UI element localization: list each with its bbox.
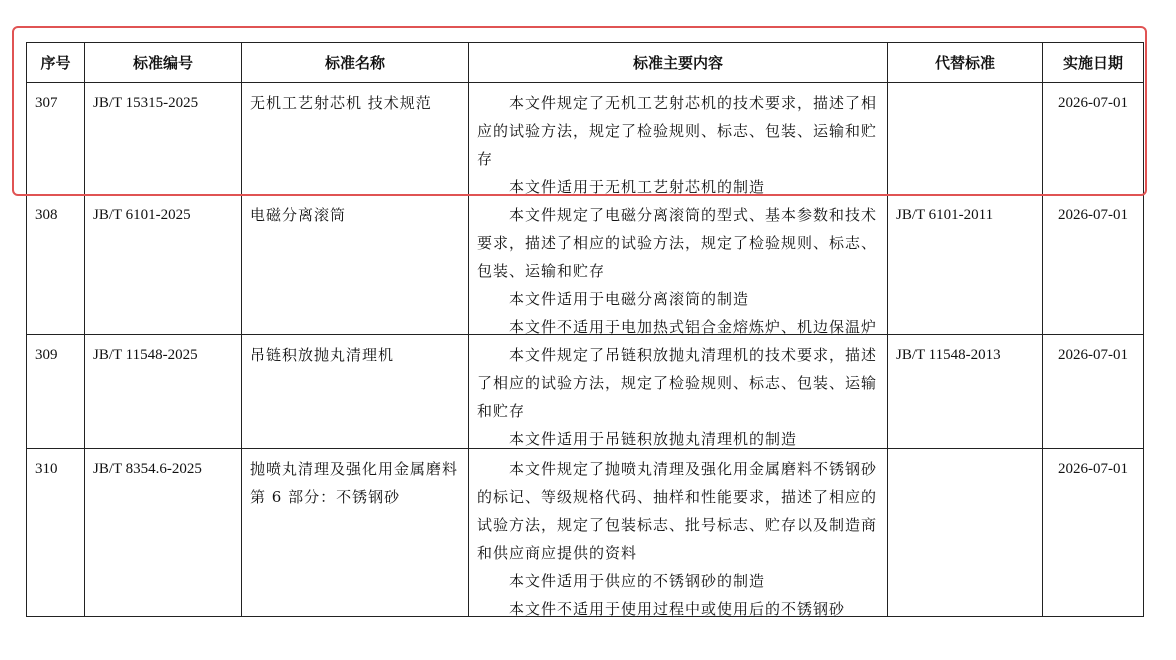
row-name: 抛喷丸清理及强化用金属磨料 第 6 部分：不锈钢砂 (242, 449, 469, 616)
row-content (469, 335, 888, 448)
row-replace: JB/T 6101-2011 (888, 195, 1043, 334)
row-seq: 310 (27, 449, 85, 616)
row-date: 2026-07-01 (1043, 195, 1144, 334)
row-name: 吊链积放抛丸清理机 (242, 335, 469, 448)
header-content: 标准主要内容 (469, 43, 888, 82)
row-content (469, 449, 888, 616)
header-name: 标准名称 (242, 43, 469, 82)
header-seq: 序号 (27, 43, 85, 82)
row-date: 2026-07-01 (1043, 83, 1144, 194)
content-paragraph: 本文件规定了抛喷丸清理及强化用金属磨料不锈钢砂的标记、等级规格代码、抽样和性能要求，描述了相应的试验方法，规定了包装标志、批号标志、贮存以及制造商和供应商应提供的资料 (477, 460, 878, 562)
header-code: 标准编号 (85, 43, 242, 82)
row-date: 2026-07-01 (1043, 449, 1144, 616)
row-code: JB/T 8354.6-2025 (85, 449, 242, 616)
row-date: 2026-07-01 (1043, 335, 1144, 448)
content-paragraph: 本文件适用于吊链积放抛丸清理机的制造 (509, 430, 798, 448)
row-name: 电磁分离滚筒 (242, 195, 469, 334)
row-replace: JB/T 11548-2013 (888, 335, 1043, 448)
table-row (27, 335, 1144, 449)
header-date: 实施日期 (1043, 43, 1144, 82)
standards-table (26, 42, 1144, 617)
content-paragraph: 本文件不适用于电加热式铝合金熔炼炉、机边保温炉 (509, 318, 878, 336)
header-replace: 代替标准 (888, 43, 1043, 82)
content-paragraph: 本文件适用于无机工艺射芯机的制造 (509, 178, 766, 196)
row-content (469, 195, 888, 334)
row-replace (888, 83, 1043, 194)
row-seq: 308 (27, 195, 85, 334)
table-row (27, 449, 1144, 617)
table-header-row (27, 43, 1144, 83)
row-code: JB/T 15315-2025 (85, 83, 242, 194)
table-row (27, 83, 1144, 195)
content-paragraph: 本文件适用于供应的不锈钢砂的制造 (509, 572, 766, 590)
row-content (469, 83, 888, 194)
table-row (27, 195, 1144, 335)
row-name: 无机工艺射芯机 技术规范 (242, 83, 469, 194)
content-paragraph: 本文件规定了吊链积放抛丸清理机的技术要求，描述了相应的试验方法，规定了检验规则、标志、包装、运输和贮存 (477, 346, 878, 420)
row-seq: 309 (27, 335, 85, 448)
row-seq: 307 (27, 83, 85, 194)
content-paragraph: 本文件规定了无机工艺射芯机的技术要求，描述了相应的试验方法，规定了检验规则、标志、包装、运输和贮存 (477, 94, 878, 168)
content-paragraph: 本文件不适用于使用过程中或使用后的不锈钢砂 (509, 600, 846, 618)
content-paragraph: 本文件适用于电磁分离滚筒的制造 (509, 290, 750, 308)
content-paragraph: 本文件规定了电磁分离滚筒的型式、基本参数和技术要求，描述了相应的试验方法，规定了检验规则、标志、包装、运输和贮存 (477, 206, 878, 280)
row-replace (888, 449, 1043, 616)
row-code: JB/T 11548-2025 (85, 335, 242, 448)
row-code: JB/T 6101-2025 (85, 195, 242, 334)
